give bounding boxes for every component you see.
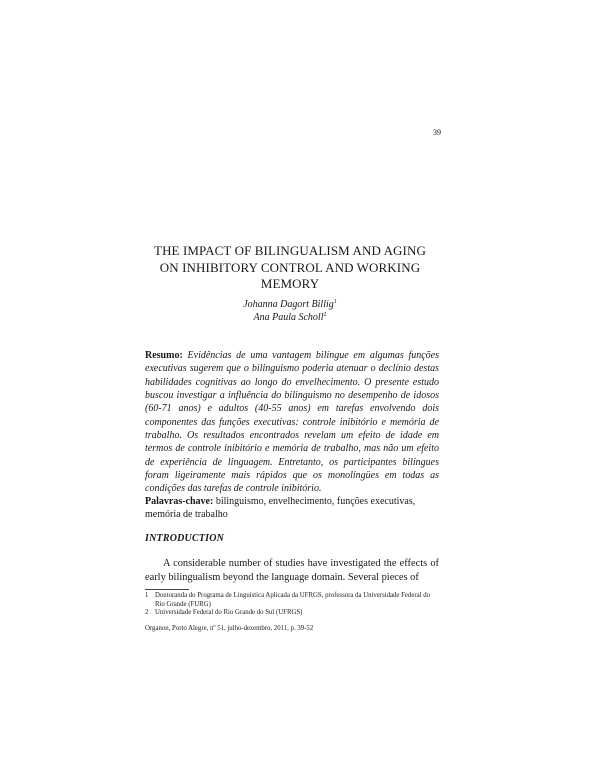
abstract — [145, 349, 439, 496]
footnotes — [145, 592, 439, 618]
paper-title — [140, 243, 440, 293]
keywords-label: Palavras-chave: — [145, 496, 214, 507]
body-paragraph: A considerable number of studies have investigated the effects of early bilingualism beyond the language domain. Several pieces of — [145, 558, 439, 584]
title-line: MEMORY — [260, 276, 320, 291]
journal-citation: Organon, Porto Alegre, nº 51, julho-dezembro, 2011, p. 39-52 — [145, 625, 314, 632]
footnote-text: Universidade Federal do Rio Grande do Sul (UFRGS) — [155, 609, 303, 617]
abstract-text: Evidências de uma vantagem bilíngue em algumas funções executivas sugerem que o bilinguismo poderia atenuar o declínio destas habilidades cognitivas ao longo do envelhecimento. O presente estudo buscou investigar a influência do bilinguismo no desempenho de idosos (60-71 anos) e adultos (40-55 anos) em tarefas envolvendo dois componentes das funções executivas: controle inibitório e memória de trabalho. Os resultados encontrados revelam um efeito de idade em termos de controle inibitório e memória de trabalho, mas não um efeito de experiência de linguagem. Entretanto, os participantes bilíngues foram ligeiramente mais rápidos que os monolíngües em todas as condições das tarefas de controle inibitório. — [145, 350, 440, 495]
author-name: Ana Paula Scholl — [253, 312, 324, 323]
keywords-text: bilinguismo, envelhecimento, funções executivas, memória de trabalho — [145, 496, 416, 521]
footnote-number: 2 — [145, 609, 149, 617]
abstract-label: Resumo: — [145, 350, 183, 361]
title-line: ON INHIBITORY CONTROL AND WORKING — [159, 259, 421, 275]
footnote — [145, 609, 439, 618]
page-number: 39 — [433, 128, 441, 137]
footnote-text: Doutoranda do Programa de Linguística Aplicada da UFRGS, professora da Universidade Federal do Rio Grande (FURG) — [155, 592, 431, 608]
keywords — [145, 495, 439, 522]
footnote-rule — [145, 589, 189, 590]
author-footnote-mark: 1 — [333, 299, 337, 305]
footnote-number: 1 — [145, 592, 149, 599]
author-name: Johanna Dagort Billig — [243, 299, 334, 310]
author-1 — [140, 298, 440, 311]
author-2 — [140, 311, 440, 324]
title-line: THE IMPACT OF BILINGUALISM AND AGING — [154, 243, 426, 258]
authors — [140, 298, 440, 324]
footnote — [145, 592, 439, 609]
section-heading: INTRODUCTION — [145, 533, 225, 544]
author-footnote-mark: 2 — [323, 312, 327, 318]
